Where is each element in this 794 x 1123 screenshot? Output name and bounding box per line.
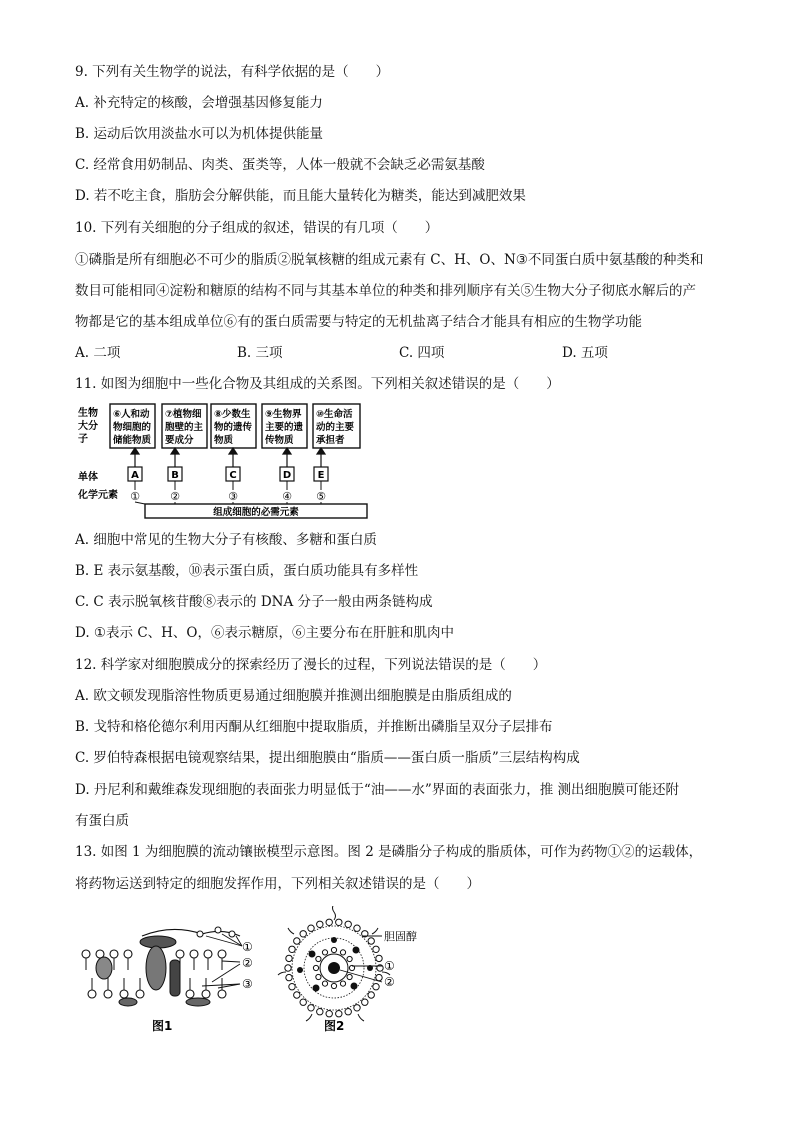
- svg-text:⑨生物界: ⑨生物界: [265, 409, 302, 420]
- q9-option-a: A. 补充特定的核酸，会增强基因修复能力: [75, 95, 323, 111]
- lipid-head: [362, 999, 368, 1005]
- q11-row-label-macro-1: 生物: [78, 408, 98, 419]
- lipid-head: [347, 956, 352, 961]
- lipid-head: [308, 925, 314, 931]
- lipid-head: [336, 919, 342, 925]
- q11-box-8: [211, 404, 256, 448]
- q12-option-d: D. 丹尼利和戴维森发现细胞的表面张力明显低于“油——水”界面的表面张力，推 测出细胞膜可能还附: [75, 782, 680, 798]
- q11-box-10: [313, 404, 360, 448]
- lipid-head: [326, 1011, 332, 1017]
- svg-text:物的遗传: 物的遗传: [214, 422, 253, 433]
- lipid-head: [300, 931, 306, 937]
- q12-option-a: A. 欧文顿发现脂溶性物质更易通过细胞膜并推测出细胞膜是由脂质组成的: [75, 688, 512, 704]
- lipid-head: [294, 992, 300, 998]
- lipid-head: [354, 925, 360, 931]
- q10-option-a: A. 二项: [75, 345, 121, 361]
- q11-box-9: [262, 404, 307, 448]
- lipid-head: [336, 1011, 342, 1017]
- svg-text:物质: 物质: [214, 435, 234, 446]
- q9-option-c: C. 经常食用奶制品、肉类、蛋类等，人体一般就不会缺乏必需氨基酸: [75, 157, 485, 173]
- q13-fig2-label-1: ①: [384, 959, 395, 973]
- lipid-head: [316, 956, 321, 961]
- q13-fig1-caption: 图1: [152, 1019, 173, 1033]
- q11-up-arrows: [131, 448, 325, 467]
- q12-option-b: B. 戈特和格伦德尔利用丙酮从红细胞中提取脂质，并推断出磷脂呈双分子层排布: [75, 719, 553, 735]
- lipid-head: [376, 974, 382, 980]
- q11-row-label-element: 化学元素: [78, 490, 118, 501]
- svg-text:动的主要: 动的主要: [316, 422, 355, 433]
- lipid-head: [347, 974, 352, 979]
- q12-option-d-cont: 有蛋白质: [75, 813, 129, 829]
- q13-figure-2: [272, 906, 432, 1036]
- q13-stem-line-2: 将药物运送到特定的细胞发挥作用，下列相关叙述错误的是（ ）: [75, 876, 480, 892]
- svg-text:主要的遗: 主要的遗: [265, 422, 304, 433]
- q13-fig1-protein-mid: [146, 946, 166, 990]
- lipid-head: [373, 946, 379, 952]
- q10-option-c: C. 四项: [399, 345, 445, 361]
- q11-option-c: C. C 表示脱氧核苷酸⑧表示的 DNA 分子一般由两条链构成: [75, 594, 433, 610]
- lipid-head: [322, 981, 327, 986]
- q10-options: [75, 343, 715, 363]
- q11-row-label-monomer: 单体: [78, 472, 98, 483]
- lipid-head: [340, 981, 345, 986]
- lipid-head: [368, 938, 374, 944]
- lipid-head: [345, 1009, 351, 1015]
- q11-element-3: ③: [228, 490, 238, 503]
- svg-text:D: D: [282, 470, 292, 481]
- q11-option-d: D. ①表示 C、H、O，⑥表示糖原，⑥主要分布在肝脏和肌肉中: [75, 625, 454, 641]
- svg-text:⑩生命活: ⑩生命活: [316, 409, 353, 420]
- q11-row-label-macro-2: 大分: [78, 421, 98, 432]
- lipid-head: [345, 921, 351, 927]
- q13-fig2-caption: 图2: [324, 1019, 345, 1033]
- q11-row-label-macro-3: 子: [78, 434, 88, 445]
- q11-monomer-c: [226, 467, 240, 481]
- lipid-head: [285, 965, 291, 971]
- q13-fig2-drug-core: [328, 962, 340, 974]
- lipid-head: [289, 946, 295, 952]
- q11-monomer-e: [314, 467, 328, 481]
- q11-monomer-a: [128, 467, 142, 481]
- q9-stem: 9. 下列有关生物学的说法，有科学依据的是（ ）: [75, 64, 390, 80]
- q11-box-7: [162, 404, 207, 448]
- q11-option-a: A. 细胞中常见的生物大分子有核酸、多糖和蛋白质: [75, 532, 377, 548]
- q13-fig1-label-3: ③: [242, 977, 253, 991]
- lipid-head: [286, 955, 292, 961]
- svg-text:⑥人和动: ⑥人和动: [113, 409, 150, 420]
- q9-option-d: D. 若不吃主食，脂肪会分解供能，而且能大量转化为糖类，能达到减肥效果: [75, 188, 526, 204]
- q13-fig1-protein-bottom-1: [119, 998, 137, 1006]
- lipid-head: [376, 955, 382, 961]
- lipid-head: [331, 947, 336, 952]
- q11-box-6: [110, 404, 155, 448]
- lipid-head: [286, 974, 292, 980]
- q12-stem: 12. 科学家对细胞膜成分的探索经历了漫长的过程，下列说法错误的是（ ）: [75, 657, 547, 673]
- svg-text:B: B: [171, 470, 179, 481]
- q10-stem: 10. 下列有关细胞的分子组成的叙述，错误的有几项（ ）: [75, 220, 439, 236]
- q10-body-line-1: ①磷脂是所有细胞必不可少的脂质②脱氧核糖的组成元素有 C、H、O、N③不同蛋白质中氨基酸的种类和: [75, 252, 704, 268]
- q13-fig1-label-2: ②: [242, 956, 253, 970]
- q13-fig2-label-2: ②: [384, 975, 395, 989]
- svg-text:传物质: 传物质: [265, 435, 294, 446]
- q10-option-b: B. 三项: [237, 345, 283, 361]
- q10-body-line-3: 物都是它的基本组成单位⑥有的蛋白质需要与特定的无机盐离子结合才能具有相应的生物学功能: [75, 314, 642, 330]
- q13-figure-1: [72, 906, 272, 1036]
- q13-fig1-protein-channel: [170, 960, 180, 996]
- q11-stem: 11. 如图为细胞中一些化合物及其组成的关系图。下列相关叙述错误的是（ ）: [75, 376, 560, 392]
- lipid-head: [317, 921, 323, 927]
- svg-text:承担者: 承担者: [316, 435, 345, 446]
- q12-option-c: C. 罗伯特森根据电镜观察结果，提出细胞膜由“脂质——蛋白质一脂质”三层结构构成: [75, 750, 580, 766]
- svg-text:要成分: 要成分: [165, 435, 194, 446]
- svg-text:C: C: [229, 470, 237, 481]
- lipid-head: [340, 950, 345, 955]
- lipid-head: [354, 1005, 360, 1011]
- q11-element-1: ①: [130, 490, 140, 503]
- lipid-head: [322, 950, 327, 955]
- q13-fig1-protein-left: [96, 957, 112, 979]
- q10-body-line-2: 数目可能相同④淀粉和糖原的结构不同与其基本单位的种类和排列顺序有关⑤生物大分子彻底水解后的产: [75, 283, 696, 299]
- lipid-head: [289, 984, 295, 990]
- q11-monomer-b: [168, 467, 182, 481]
- lipid-head: [317, 1009, 323, 1015]
- lipid-head: [300, 999, 306, 1005]
- svg-text:组成细胞的必需元素: 组成细胞的必需元素: [213, 507, 299, 518]
- q10-option-d: D. 五项: [562, 345, 608, 361]
- svg-text:E: E: [317, 470, 325, 481]
- lipid-head: [294, 938, 300, 944]
- lipid-head: [373, 984, 379, 990]
- q13-fig1-lower-lipids: [88, 990, 226, 998]
- lipid-head: [308, 1005, 314, 1011]
- q13-fig1-label-1: ①: [242, 940, 253, 954]
- q11-monomer-d: [280, 467, 294, 481]
- q13-fig1-protein-bottom-2: [186, 998, 210, 1006]
- svg-text:⑧少数生: ⑧少数生: [214, 409, 251, 420]
- q11-base-box: [145, 504, 367, 518]
- q9-option-b: B. 运动后饮用淡盐水可以为机体提供能量: [75, 126, 324, 142]
- q11-figure: [75, 402, 375, 520]
- q11-element-4: ④: [282, 490, 292, 503]
- svg-text:A: A: [131, 470, 139, 481]
- q13-stem-line-1: 13. 如图 1 为细胞膜的流动镶嵌模型示意图。图 2 是磷脂分子构成的脂质体，可作为药物①②的运载体，: [75, 844, 703, 860]
- svg-text:胞壁的主: 胞壁的主: [165, 422, 204, 433]
- q11-element-2: ②: [170, 490, 180, 503]
- lipid-head: [326, 919, 332, 925]
- svg-text:物细胞的: 物细胞的: [113, 422, 152, 433]
- lipid-head: [313, 965, 318, 970]
- q11-option-b: B. E 表示氨基酸，⑩表示蛋白质，蛋白质功能具有多样性: [75, 563, 419, 579]
- svg-text:储能物质: 储能物质: [113, 435, 152, 446]
- lipid-head: [331, 983, 336, 988]
- q13-fig2-label-cholesterol: 胆固醇: [384, 930, 417, 943]
- lipid-head: [368, 992, 374, 998]
- q11-element-5: ⑤: [316, 490, 326, 503]
- svg-text:⑦植物细: ⑦植物细: [165, 409, 202, 420]
- lipid-head: [316, 974, 321, 979]
